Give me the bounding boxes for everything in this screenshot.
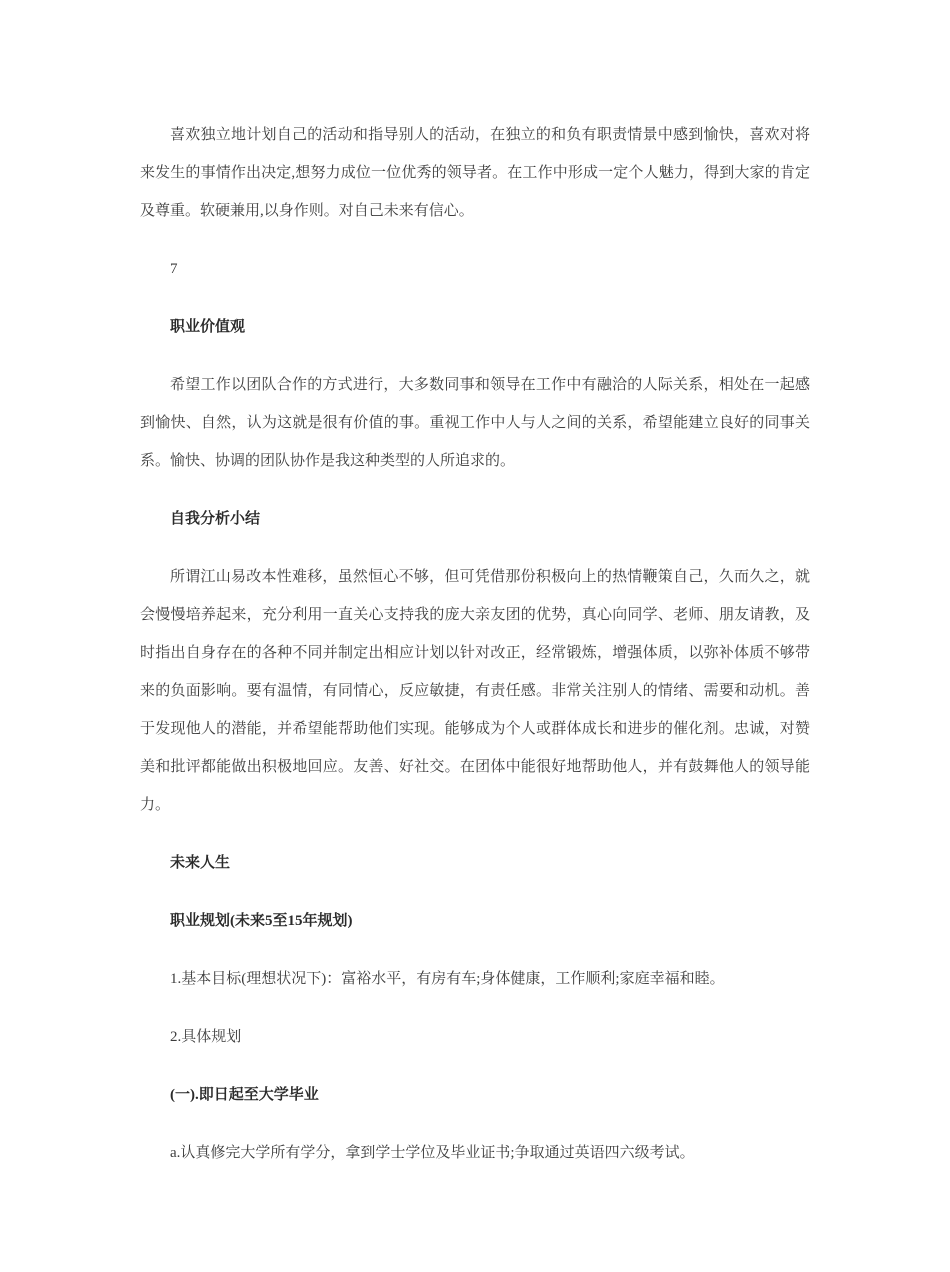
heading-career-plan-5-to-15-years: 职业规划(未来5至15年规划) — [170, 913, 353, 929]
heading-self-analysis-summary: 自我分析小结 — [170, 511, 261, 527]
paragraph-specific-plan-label: 2.具体规划 — [170, 1029, 242, 1045]
heading-phase-one-until-graduation: (一).即日起至大学毕业 — [170, 1087, 319, 1103]
section-number: 7 — [170, 261, 178, 277]
heading-career-values: 职业价值观 — [170, 319, 246, 335]
paragraph-leadership-traits: 喜欢独立地计划自己的活动和指导别人的活动，在独立的和负有职责情景中感到愉快，喜欢对将来发生的事情作出决定,想努力成位一位优秀的领导者。在工作中形成一定个人魅力，得到大家的肯定及尊重。软硬兼用,以身作则。对自己未来有信心。 — [140, 127, 810, 219]
paragraph-self-analysis: 所谓江山易改本性难移，虽然恒心不够，但可凭借那份积极向上的热情鞭策自己，久而久之，就会慢慢培养起来，充分利用一直关心支持我的庞大亲友团的优势，真心向同学、老师、朋友请教，及时指出自身存在的各种不同并制定出相应计划以针对改正，经常锻炼，增强体质，以弥补体质不够带来的负面影响。要有温情，有同情心，反应敏捷，有责任感。非常关注别人的情绪、需要和动机。善于发现他人的潜能，并希望能帮助他们实现。能够成为个人或群体成长和进步的催化剂。忠诚，对赞美和批评都能做出积极地回应。友善、好社交。在团体中能很好地帮助他人，并有鼓舞他人的领导能力。 — [140, 569, 810, 813]
paragraph-credits-and-exams: a.认真修完大学所有学分，拿到学士学位及毕业证书;争取通过英语四六级考试。 — [170, 1145, 695, 1161]
paragraph-teamwork-values: 希望工作以团队合作的方式进行，大多数同事和领导在工作中有融洽的人际关系，相处在一起感到愉快、自然，认为这就是很有价值的事。重视工作中人与人之间的关系，希望能建立良好的同事关系。愉快、协调的团队协作是我这种类型的人所追求的。 — [140, 377, 810, 469]
paragraph-basic-goals: 1.基本目标(理想状况下)：富裕水平，有房有车;身体健康，工作顺利;家庭幸福和睦。 — [170, 971, 725, 987]
heading-future-life: 未来人生 — [170, 855, 231, 871]
